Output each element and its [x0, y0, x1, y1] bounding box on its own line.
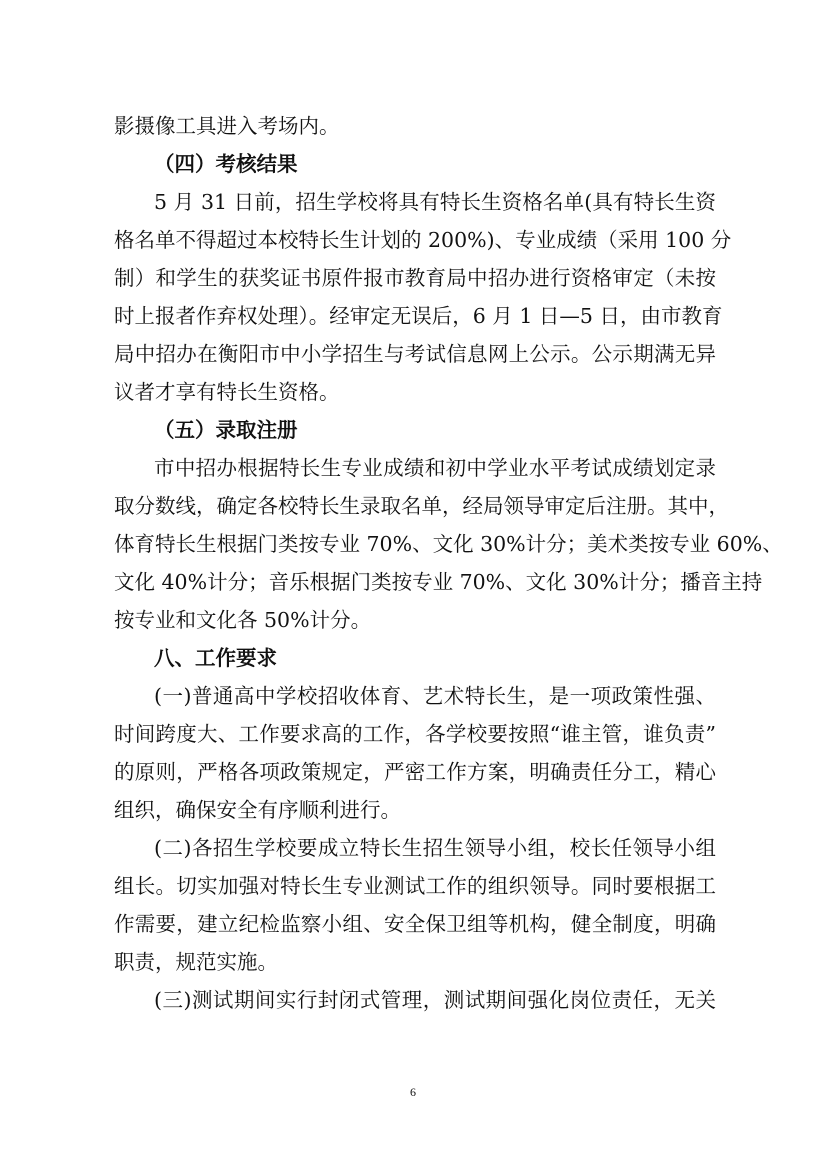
text-line: 组长。切实加强对特长生专业测试工作的组织领导。同时要根据工	[114, 874, 716, 898]
text-line: 时上报者作弃权处理）。经审定无误后，6 月 1 日—5 日，由市教育	[114, 304, 723, 328]
text-line: 时间跨度大、工作要求高的工作，各学校要按照“谁主管，谁负责”	[114, 722, 716, 746]
text-line: 组织，确保安全有序顺利进行。	[114, 798, 401, 822]
text-line: 的原则，严格各项政策规定，严密工作方案，明确责任分工，精心	[114, 760, 716, 784]
text-line: (三)测试期间实行封闭式管理，测试期间强化岗位责任，无关	[154, 988, 716, 1012]
text-line: 影摄像工具进入考场内。	[114, 114, 340, 138]
text-line: 按专业和文化各 50%计分。	[114, 608, 372, 632]
section-heading-assessment-results: （四）考核结果	[154, 152, 298, 176]
text-line: 作需要，建立纪检监察小组、安全保卫组等机构，健全制度，明确	[114, 912, 716, 936]
text-line: 取分数线，确定各校特长生录取名单，经局领导审定后注册。其中，	[114, 494, 729, 518]
page-number: 6	[410, 1085, 416, 1099]
text-line: 5 月 31 日前，招生学校将具有特长生资格名单(具有特长生资	[154, 190, 716, 214]
text-line: (一)普通高中学校招收体育、艺术特长生，是一项政策性强、	[154, 684, 716, 708]
text-line: 文化 40%计分；音乐根据门类按专业 70%、文化 30%计分；播音主持	[114, 570, 763, 594]
text-line: (二)各招生学校要成立特长生招生领导小组，校长任领导小组	[154, 836, 716, 860]
text-line: 议者才享有特长生资格。	[114, 380, 340, 404]
text-line: 格名单不得超过本校特长生计划的 200%)、专业成绩（采用 100 分	[114, 228, 732, 252]
text-line: 制）和学生的获奖证书原件报市教育局中招办进行资格审定（未按	[114, 266, 716, 290]
text-line: 局中招办在衡阳市中小学招生与考试信息网上公示。公示期满无异	[114, 342, 716, 366]
section-heading-admission-registration: （五）录取注册	[154, 418, 298, 442]
section-heading-work-requirements: 八、工作要求	[154, 646, 277, 670]
text-line: 职责，规范实施。	[114, 950, 278, 974]
text-line: 市中招办根据特长生专业成绩和初中学业水平考试成绩划定录	[154, 456, 716, 480]
text-line: 体育特长生根据门类按专业 70%、文化 30%计分；美术类按专业 60%、	[114, 532, 783, 556]
